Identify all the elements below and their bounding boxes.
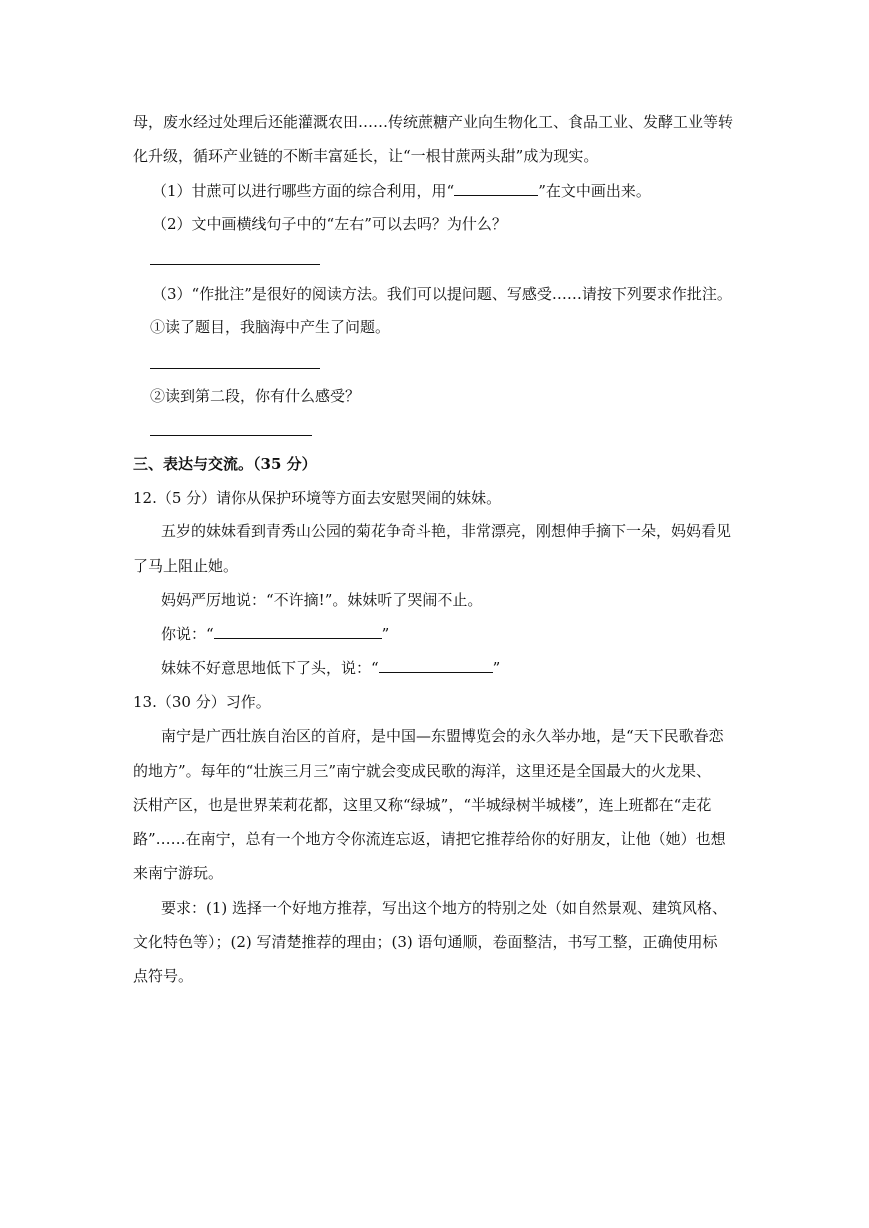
- q12-sister-reply-prefix: 妹妹不好意思地低下了头，说：“: [161, 659, 379, 677]
- q12-stem: 12.（5 分）请你从保护环境等方面去安慰哭闹的妹妹。: [133, 489, 502, 507]
- q13-paragraph: 南宁是广西壮族自治区的首府，是中国—东盟博览会的永久举办地，是“天下民歌眷恋: [161, 727, 724, 745]
- answer-blank[interactable]: [379, 658, 493, 673]
- q11-sub1-text-end: ”在文中画出来。: [538, 182, 651, 200]
- passage-line: 化升级，循环产业链的不断丰富延长，让“一根甘蔗两头甜”成为现实。: [133, 147, 599, 165]
- passage-line: 母，废水经过处理后还能灌溉农田……传统蔗糖产业向生物化工、食品工业、发酵工业等转: [133, 113, 734, 131]
- q12-your-reply-prefix: 你说：“: [161, 625, 214, 643]
- q12-paragraph: 妈妈严厉地说：“不许摘!”。妹妹听了哭闹不止。: [161, 591, 483, 609]
- answer-blank[interactable]: [454, 181, 538, 196]
- q13-stem: 13.（30 分）习作。: [133, 693, 271, 711]
- answer-blank[interactable]: [214, 624, 382, 639]
- q11-sub3: （3）“作批注”是很好的阅读方法。我们可以提问题、写感受……请按下列要求作批注。: [152, 285, 732, 303]
- q11-sub2: （2）文中画横线句子中的“左右”可以去吗？为什么？: [152, 215, 507, 233]
- q13-paragraph: 来南宁游玩。: [133, 864, 224, 882]
- section-heading: 三、表达与交流。（35 分）: [133, 455, 317, 473]
- q13-requirements: 点符号。: [133, 967, 194, 985]
- answer-line[interactable]: [150, 435, 312, 436]
- q13-paragraph: 路”……在南宁，总有一个地方令你流连忘返，请把它推荐给你的好朋友，让他（她）也想: [133, 830, 726, 848]
- q13-requirements: 文化特色等）；(2) 写清楚推荐的理由；(3) 语句通顺，卷面整洁，书写工整，正确使用标: [133, 933, 718, 951]
- q11-sub3-b: ②读到第二段，你有什么感受？: [150, 387, 361, 405]
- q12-your-reply-close: ”: [381, 625, 390, 643]
- q13-paragraph: 的地方”。每年的“壮族三月三”南宁就会变成民歌的海洋，这里还是全国最大的火龙果、: [133, 762, 712, 780]
- answer-line[interactable]: [150, 368, 320, 369]
- q12-sister-reply: [161, 658, 500, 678]
- q12-paragraph: 了马上阻止她。: [133, 557, 239, 575]
- answer-line[interactable]: [150, 264, 320, 265]
- q12-your-reply: [161, 624, 389, 644]
- q13-paragraph: 沃柑产区，也是世界茉莉花都，这里又称“绿城”，“半城绿树半城楼”，连上班都在“走花: [133, 796, 712, 814]
- q11-sub3-a: ①读了题目，我脑海中产生了问题。: [150, 318, 391, 336]
- q11-sub1-text: （1）甘蔗可以进行哪些方面的综合利用，用“: [152, 182, 455, 200]
- q11-sub1: [152, 181, 651, 201]
- q12-sister-reply-close: ”: [492, 659, 501, 677]
- q13-requirements: 要求：(1) 选择一个好地方推荐，写出这个地方的特别之处（如自然景观、建筑风格、: [161, 899, 728, 917]
- q12-paragraph: 五岁的妹妹看到青秀山公园的菊花争奇斗艳，非常漂亮，刚想伸手摘下一朵，妈妈看见: [161, 522, 732, 540]
